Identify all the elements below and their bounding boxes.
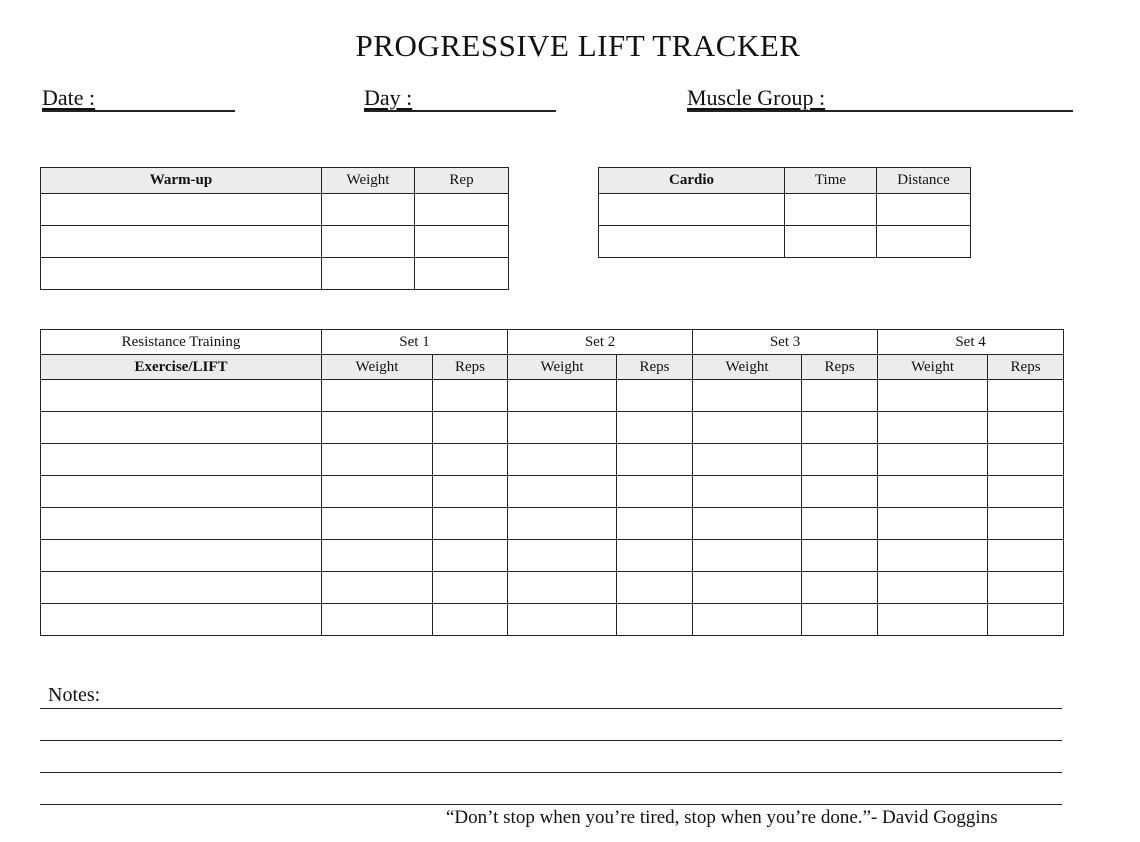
resistance-cell[interactable] [617, 508, 693, 540]
resistance-cell[interactable] [693, 444, 802, 476]
resistance-row [41, 604, 1064, 636]
resistance-cell[interactable] [41, 508, 322, 540]
resistance-cell[interactable] [878, 604, 988, 636]
warmup-weight-header: Weight [322, 168, 415, 194]
cardio-cell[interactable] [785, 194, 877, 226]
resistance-cell[interactable] [802, 380, 878, 412]
resistance-cell[interactable] [508, 572, 617, 604]
resistance-row [41, 572, 1064, 604]
resistance-cell[interactable] [693, 412, 802, 444]
cardio-header-row [599, 168, 971, 194]
warmup-header-row [41, 168, 509, 194]
resistance-cell[interactable] [988, 380, 1064, 412]
resistance-cell[interactable] [878, 508, 988, 540]
resistance-row [41, 508, 1064, 540]
date-label: Date : [42, 85, 96, 110]
cardio-table [598, 167, 971, 258]
warmup-cell[interactable] [322, 194, 415, 226]
resistance-cell[interactable] [802, 540, 878, 572]
resistance-cell[interactable] [617, 444, 693, 476]
set-4-reps-header: Reps [988, 355, 1064, 380]
resistance-cell[interactable] [878, 380, 988, 412]
resistance-cell[interactable] [878, 476, 988, 508]
resistance-row [41, 540, 1064, 572]
resistance-cell[interactable] [322, 380, 433, 412]
page-title: PROGRESSIVE LIFT TRACKER [355, 28, 801, 63]
cardio-row [599, 226, 971, 258]
set-3-weight-header: Weight [693, 355, 802, 380]
resistance-cell[interactable] [433, 444, 508, 476]
notes-label: Notes: [48, 684, 101, 706]
warmup-cell[interactable] [41, 226, 322, 258]
resistance-cell[interactable] [41, 412, 322, 444]
resistance-cell[interactable] [617, 604, 693, 636]
resistance-row [41, 412, 1064, 444]
warmup-header: Warm-up [41, 168, 322, 194]
resistance-cell[interactable] [41, 604, 322, 636]
resistance-row [41, 380, 1064, 412]
resistance-cell[interactable] [433, 572, 508, 604]
muscle-group-field[interactable] [687, 84, 1073, 112]
resistance-cell[interactable] [617, 572, 693, 604]
resistance-cell[interactable] [802, 412, 878, 444]
resistance-cell[interactable] [322, 508, 433, 540]
resistance-cell[interactable] [508, 604, 617, 636]
resistance-cell[interactable] [41, 444, 322, 476]
set-3-reps-header: Reps [802, 355, 878, 380]
resistance-row [41, 444, 1064, 476]
cardio-cell[interactable] [599, 194, 785, 226]
resistance-cell[interactable] [322, 412, 433, 444]
resistance-cell[interactable] [693, 540, 802, 572]
notes-line[interactable] [40, 708, 1062, 709]
resistance-cell[interactable] [617, 540, 693, 572]
resistance-cell[interactable] [508, 540, 617, 572]
resistance-cell[interactable] [433, 380, 508, 412]
warmup-row [41, 194, 509, 226]
resistance-row [41, 476, 1064, 508]
day-field[interactable] [364, 84, 556, 112]
resistance-cell[interactable] [508, 508, 617, 540]
set-4-weight-header: Weight [878, 355, 988, 380]
resistance-cell[interactable] [988, 444, 1064, 476]
exercise-header: Exercise/LIFT [41, 355, 322, 380]
resistance-cell[interactable] [988, 540, 1064, 572]
resistance-cell[interactable] [878, 540, 988, 572]
resistance-cell[interactable] [878, 444, 988, 476]
warmup-cell[interactable] [322, 226, 415, 258]
resistance-group-row [41, 330, 1064, 355]
resistance-cell[interactable] [322, 476, 433, 508]
resistance-cell[interactable] [508, 476, 617, 508]
resistance-cell[interactable] [433, 540, 508, 572]
cardio-distance-header: Distance [877, 168, 971, 194]
warmup-body [41, 194, 509, 290]
set-1-reps-header: Reps [433, 355, 508, 380]
warmup-cell[interactable] [41, 258, 322, 290]
resistance-cell[interactable] [433, 476, 508, 508]
resistance-cell[interactable] [322, 444, 433, 476]
warmup-rep-header: Rep [415, 168, 509, 194]
set-2-reps-header: Reps [617, 355, 693, 380]
resistance-cell[interactable] [693, 380, 802, 412]
notes-line[interactable] [40, 772, 1062, 773]
warmup-cell[interactable] [415, 194, 509, 226]
resistance-cell[interactable] [617, 412, 693, 444]
resistance-cell[interactable] [693, 604, 802, 636]
warmup-cell[interactable] [322, 258, 415, 290]
cardio-cell[interactable] [877, 194, 971, 226]
warmup-row [41, 226, 509, 258]
resistance-cell[interactable] [878, 412, 988, 444]
resistance-cell[interactable] [41, 476, 322, 508]
set-1-header: Set 1 [322, 330, 508, 355]
day-label: Day : [364, 85, 413, 110]
resistance-cell[interactable] [617, 380, 693, 412]
date-field[interactable] [42, 84, 235, 112]
resistance-cell[interactable] [508, 412, 617, 444]
resistance-cell[interactable] [802, 572, 878, 604]
resistance-cell[interactable] [41, 380, 322, 412]
warmup-cell[interactable] [41, 194, 322, 226]
resistance-cell[interactable] [802, 508, 878, 540]
resistance-cell[interactable] [802, 444, 878, 476]
warmup-row [41, 258, 509, 290]
notes-line[interactable] [40, 804, 1062, 805]
resistance-cell[interactable] [802, 604, 878, 636]
resistance-cell[interactable] [41, 572, 322, 604]
resistance-cell[interactable] [617, 476, 693, 508]
resistance-cell[interactable] [988, 476, 1064, 508]
resistance-cell[interactable] [322, 540, 433, 572]
warmup-cell[interactable] [415, 226, 509, 258]
set-2-header: Set 2 [508, 330, 693, 355]
set-2-weight-header: Weight [508, 355, 617, 380]
cardio-body [599, 194, 971, 258]
cardio-cell[interactable] [877, 226, 971, 258]
resistance-cell[interactable] [988, 604, 1064, 636]
set-1-weight-header: Weight [322, 355, 433, 380]
resistance-table [40, 329, 1064, 636]
cardio-header: Cardio [599, 168, 785, 194]
resistance-cell[interactable] [433, 412, 508, 444]
resistance-cell[interactable] [508, 444, 617, 476]
cardio-row [599, 194, 971, 226]
resistance-cell[interactable] [693, 508, 802, 540]
resistance-cell[interactable] [802, 476, 878, 508]
resistance-cell[interactable] [988, 508, 1064, 540]
resistance-cell[interactable] [988, 412, 1064, 444]
resistance-cell[interactable] [508, 380, 617, 412]
notes-line[interactable] [40, 740, 1062, 741]
resistance-cell[interactable] [41, 540, 322, 572]
warmup-cell[interactable] [415, 258, 509, 290]
cardio-cell[interactable] [785, 226, 877, 258]
resistance-body [41, 380, 1064, 636]
resistance-cell[interactable] [433, 508, 508, 540]
resistance-cell[interactable] [322, 572, 433, 604]
cardio-time-header: Time [785, 168, 877, 194]
resistance-cell[interactable] [988, 572, 1064, 604]
footer-quote: “Don’t stop when you’re tired, stop when you’re done.”- David Goggins [446, 807, 998, 828]
resistance-cell[interactable] [433, 604, 508, 636]
resistance-cell[interactable] [693, 476, 802, 508]
resistance-cell[interactable] [693, 572, 802, 604]
cardio-cell[interactable] [599, 226, 785, 258]
resistance-column-row [41, 355, 1064, 380]
set-3-header: Set 3 [693, 330, 878, 355]
muscle-group-label: Muscle Group : [687, 85, 826, 110]
warmup-table [40, 167, 509, 290]
resistance-cell[interactable] [322, 604, 433, 636]
set-4-header: Set 4 [878, 330, 1064, 355]
resistance-cell[interactable] [878, 572, 988, 604]
resistance-training-header: Resistance Training [41, 330, 322, 355]
